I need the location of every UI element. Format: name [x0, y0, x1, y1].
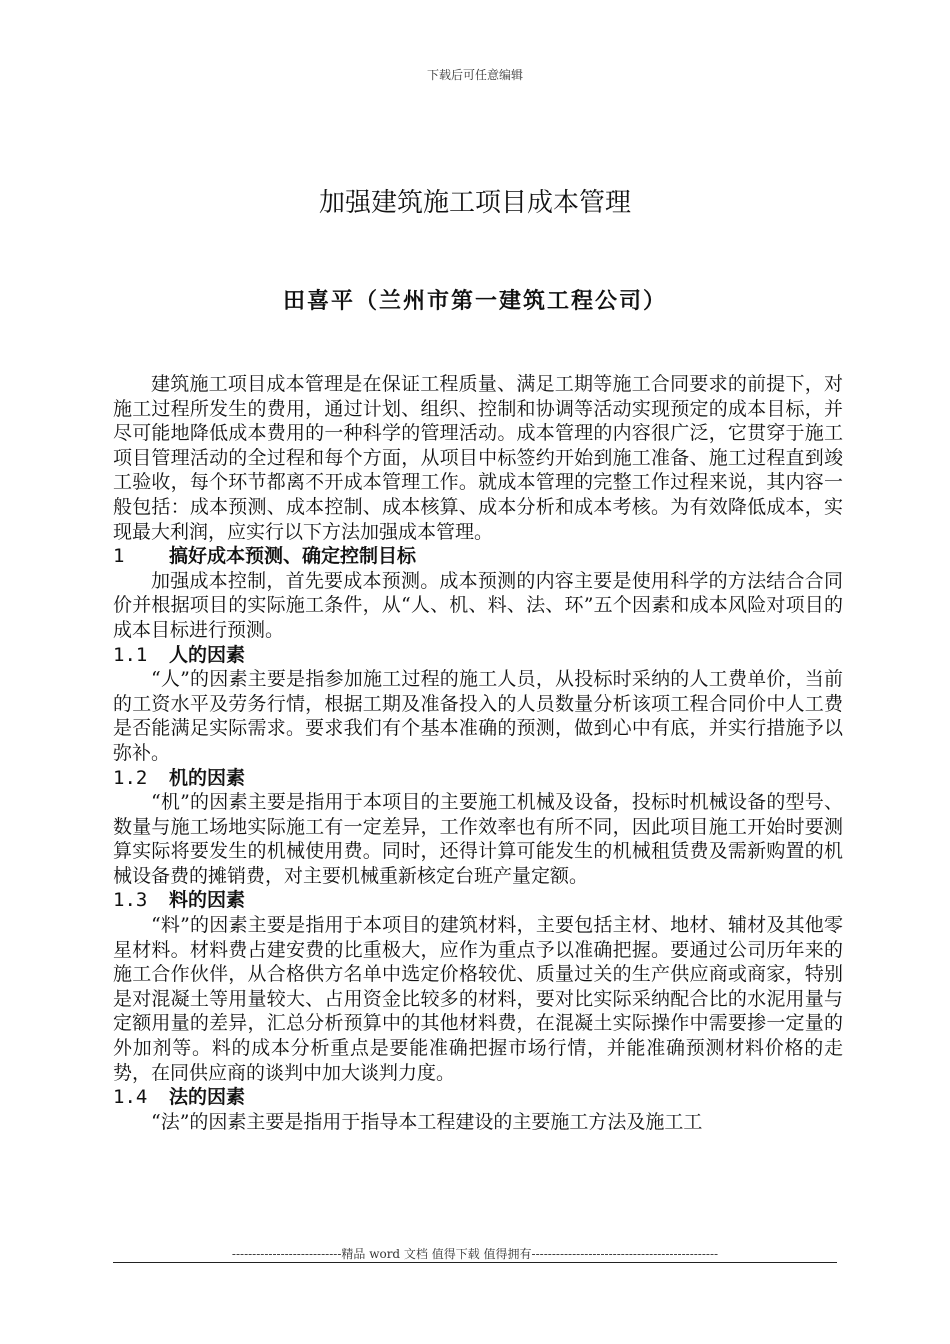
subsection-1-3-paragraph: “料”的因素主要是指用于本项目的建筑材料，主要包括主材、地材、辅材及其他零星材料。材料费占建安费的比重极大，应作为重点予以准确把握。要通过公司历年来的施工合作伙伴，从合格供方名单中选定价格较优、质量过关的生产供应商或商家，特别是对混凝土等用量较大、占用资金比较多的材料，要对比实际采纳配合比的水泥用量与定额用量的差异，汇总分析预算中的其他材料费，在混凝土实际操作中需要掺一定量的外加剂等。料的成本分析重点是要能准确把握市场行情，并能准确预测材料价格的走势，在同供应商的谈判中加大谈判力度。: [113, 914, 843, 1084]
author-line: 田喜平（兰州市第一建筑工程公司）: [282, 288, 667, 314]
intro-paragraph: 建筑施工项目成本管理是在保证工程质量、满足工期等施工合同要求的前提下，对施工过程所发生的费用，通过计划、组织、控制和协调等活动实现预定的成本目标，并尽可能地降低成本费用的一种科学的管理活动。成本管理的内容很广泛，它贯穿于施工项目管理活动的全过程和每个方面，从项目中标签约开始到施工准备、施工过程直到竣工验收，每个环节都离不开成本管理工作。就成本管理的完整工作过程来说，其内容一般包括：成本预测、成本控制、成本核算、成本分析和成本考核。为有效降低成本，实现最大利润，应实行以下方法加强成本管理。: [113, 373, 843, 543]
subsection-title: 料的因素: [169, 889, 246, 912]
subsection-1-4-paragraph: “法”的因素主要是指用于指导本工程建设的主要施工方法及施工工: [151, 1110, 703, 1133]
section-number: 1: [113, 545, 125, 568]
subsection-heading-1-2: [113, 766, 843, 791]
subsection-heading-1-4: [113, 1085, 843, 1110]
footer-divider: [113, 1262, 837, 1263]
subsection-title: 人的因素: [169, 643, 246, 666]
section-title: 搞好成本预测、确定控制目标: [169, 545, 417, 568]
footer-note: ---------------------------精品 word 文档 值得下载 值得拥有----------------------------------------------: [231, 1247, 719, 1261]
document-body: [113, 372, 843, 1134]
section-heading-1: [113, 544, 843, 569]
document-title: 加强建筑施工项目成本管理: [318, 188, 631, 218]
header-note: 下载后可任意编辑: [426, 68, 523, 82]
subsection-title: 法的因素: [169, 1086, 246, 1109]
section-1-paragraph: 加强成本控制，首先要成本预测。成本预测的内容主要是使用科学的方法结合合同价并根据项目的实际施工条件，从“人、机、料、法、环”五个因素和成本风险对项目的成本目标进行预测。: [113, 569, 843, 641]
subsection-number: 1.3: [113, 889, 148, 912]
subsection-title: 机的因素: [169, 766, 246, 789]
subsection-number: 1.4: [113, 1086, 148, 1109]
subsection-heading-1-1: [113, 643, 843, 668]
subsection-heading-1-3: [113, 888, 843, 913]
subsection-number: 1.2: [113, 766, 148, 789]
subsection-1-2-paragraph: “机”的因素主要是指用于本项目的主要施工机械及设备，投标时机械设备的型号、数量与施工场地实际施工有一定差异，工作效率也有所不同，因此项目施工开始时要测算实际将要发生的机械使用费。同时，还得计算可能发生的机械租赁费及需新购置的机械设备费的摊销费，对主要机械重新核定台班产量定额。: [113, 791, 843, 887]
subsection-number: 1.1: [113, 643, 148, 666]
subsection-1-1-paragraph: “人”的因素主要是指参加施工过程的施工人员，从投标时采纳的人工费单价，当前的工资水平及劳务行情，根据工期及准备投入的人员数量分析该项工程合同价中人工费是否能满足实际需求。要求我们有个基本准确的预测，做到心中有底，并实行措施予以弥补。: [113, 668, 843, 764]
